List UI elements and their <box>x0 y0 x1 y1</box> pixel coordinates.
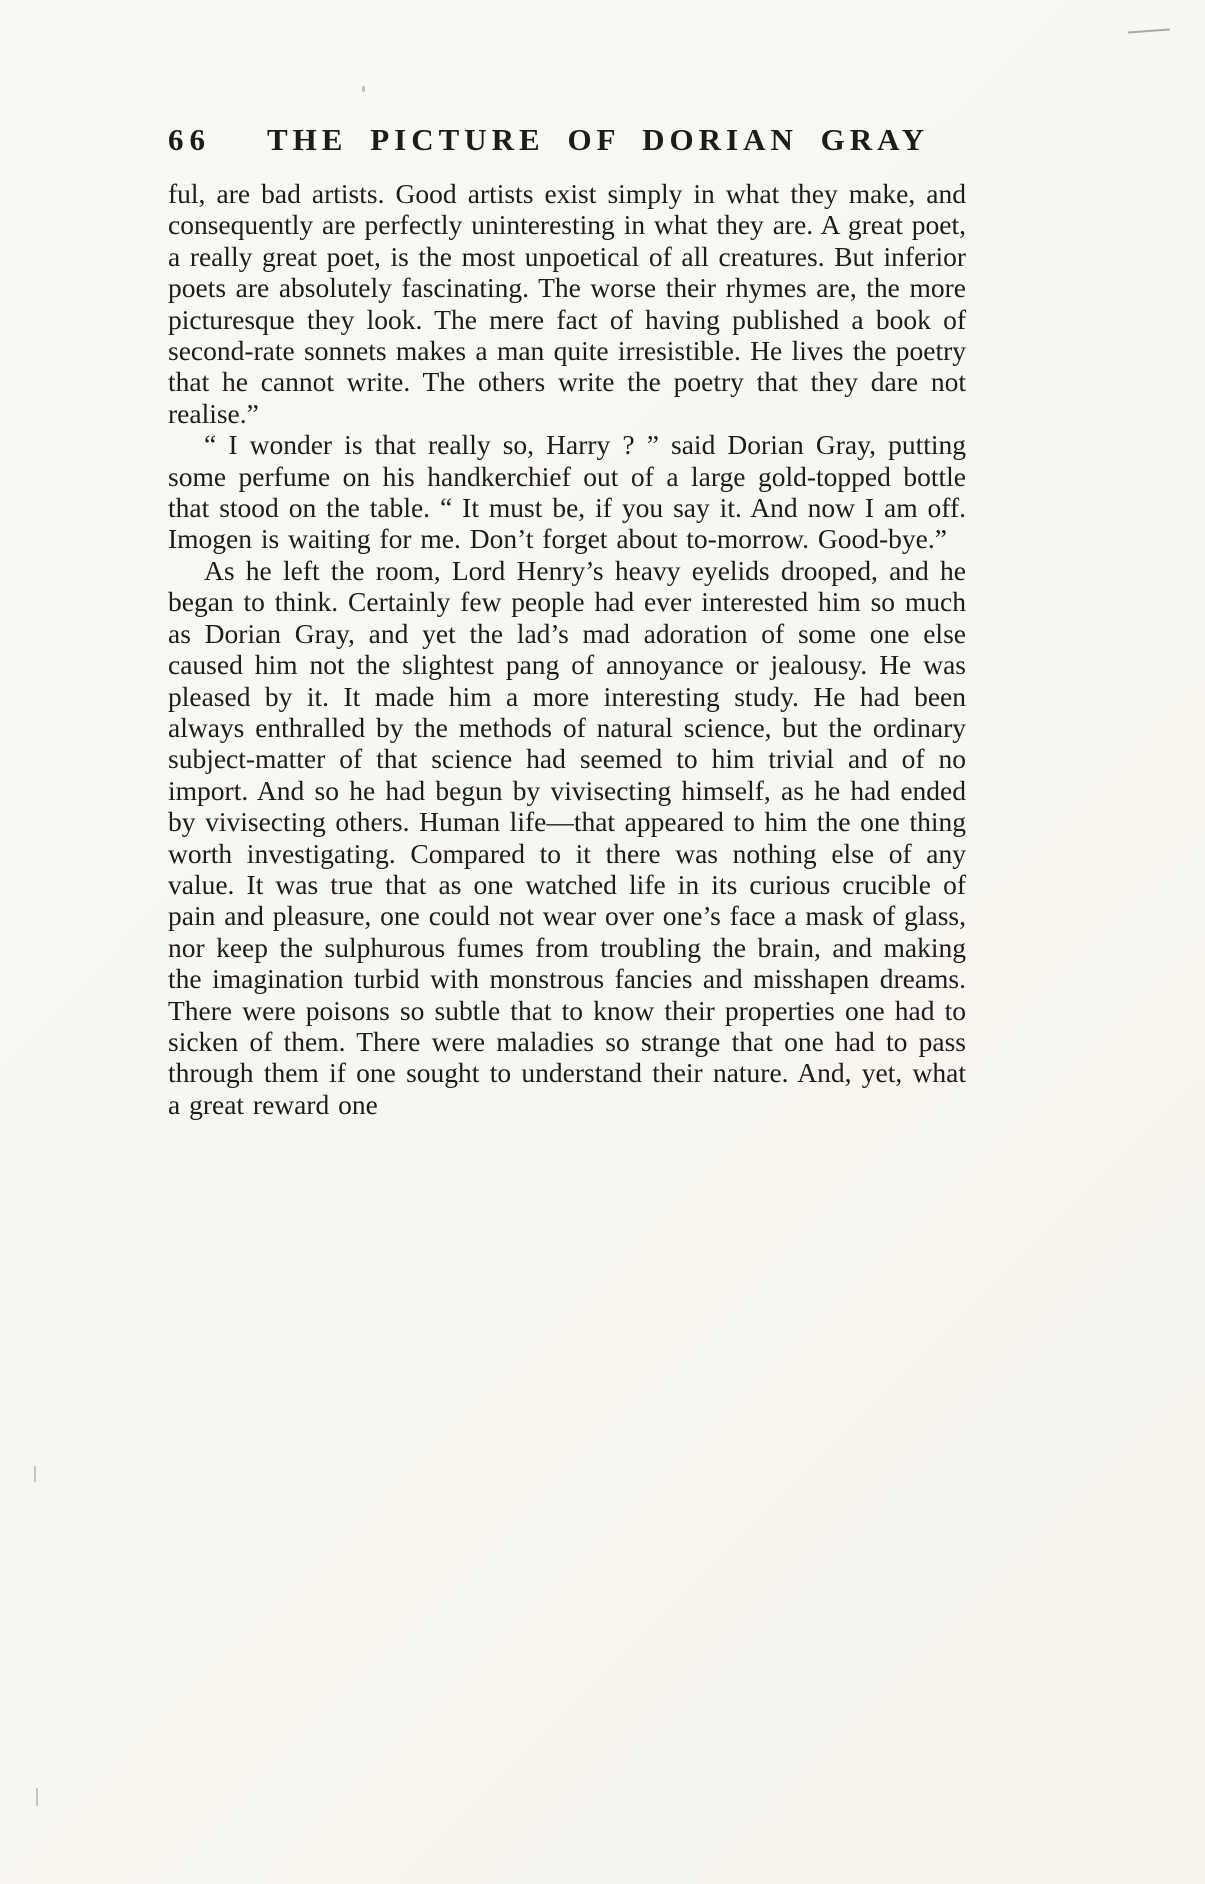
scan-artifact <box>1128 29 1170 34</box>
scan-artifact <box>34 1466 36 1482</box>
paragraph: As he left the room, Lord Henry’s heavy eyelids drooped, and he began to think. Certainly few people had ever interested him so much as Dorian Gray, and yet the lad’s mad adoration of some one else caused him not the slightest pang of annoyance or jealousy. He was pleased by it. It made him a more interesting study. He had been always enthralled by the methods of natural science, but the ordinary subject-matter of that science had seemed to him trivial and of no import. And so he had begun by vivisecting himself, as he had ended by vivisecting others. Human life—that appeared to him the one thing worth investigating. Compared to it there was nothing else of any value. It was true that as one watched life in its curious crucible of pain and pleasure, one could not wear over one’s face a mask of glass, nor keep the sulphurous fumes from troubling the brain, and making the imagination turbid with monstrous fancies and misshapen dreams. There were poisons so subtle that to know their properties one had to sicken of them. There were maladies so strange that one had to pass through them if one sought to understand their nature. And, yet, what a great reward one <box>168 554 967 1120</box>
page-number: 66 <box>168 122 211 157</box>
paragraph: “ I wonder is that really so, Harry ? ” said Dorian Gray, putting some perfume on his handkerchief out of a large gold-topped bottle that stood on the table. “ It must be, if you say it. And now I am off. Imogen is waiting for me. Don’t forget about to-morrow. Good-bye.” <box>168 429 966 555</box>
scan-artifact <box>36 1788 38 1806</box>
page-body <box>168 178 966 1120</box>
scan-artifact <box>362 86 365 92</box>
paragraph: ful, are bad artists. Good artists exist simply in what they make, and consequently are perfectly uninteresting in what they are. A great poet, a really great poet, is the most unpoetical of all creatures. But inferior poets are absolutely fascinating. The worse their rhymes are, the more picturesque they look. The mere fact of having published a book of second-rate sonnets makes a man quite irresistible. He lives the poetry that he cannot write. The others write the poetry that they dare not realise.” <box>168 178 966 429</box>
page-header <box>168 122 963 158</box>
running-title: THE PICTURE OF DORIAN GRAY <box>267 122 930 157</box>
